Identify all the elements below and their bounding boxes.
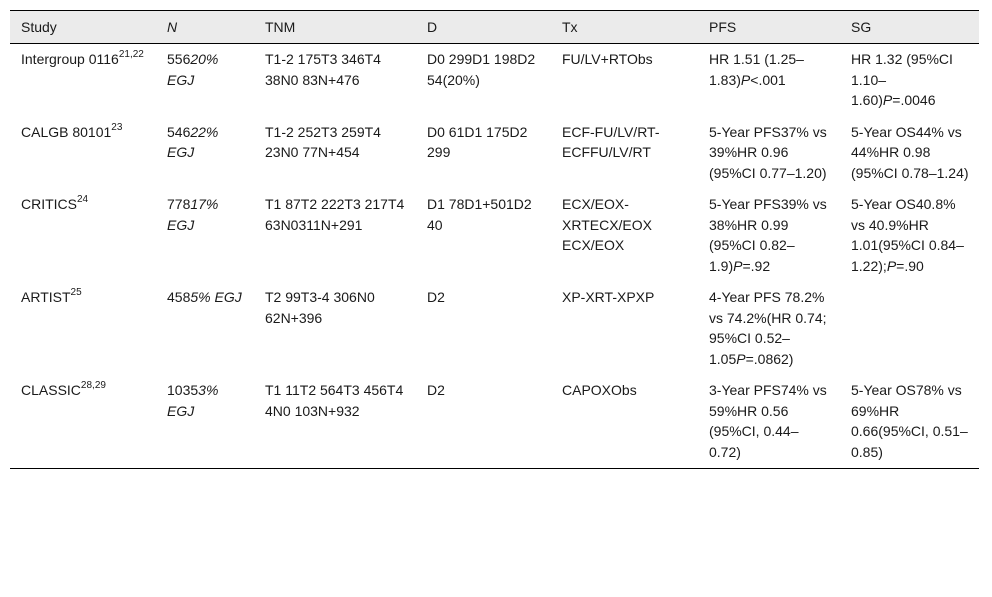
reference-superscript: 21,22 bbox=[118, 49, 144, 61]
reference-superscript: 24 bbox=[77, 194, 89, 206]
header-sg: SG bbox=[840, 11, 979, 44]
header-row bbox=[10, 11, 979, 44]
header-study: Study bbox=[10, 11, 156, 44]
egj-percent: 3% EGJ bbox=[167, 382, 219, 419]
sg-text: 5-Year OS40.8% vs 40.9%HR 1.01(95%CI 0.84–1.22); bbox=[851, 196, 964, 274]
p-label: P bbox=[740, 71, 751, 88]
table-row bbox=[10, 282, 979, 375]
cell-n bbox=[156, 44, 254, 117]
cell-tx: XP-XRT-XPXP bbox=[562, 289, 655, 305]
cell-study bbox=[10, 375, 156, 469]
sg-text: HR 1.32 (95%CI 1.10–1.60) bbox=[851, 51, 953, 108]
cell-tnm: T1-2 252T3 259T4 23N0 77N+454 bbox=[265, 123, 381, 160]
cell-tx: CAPOXObs bbox=[551, 375, 698, 469]
pfs-text: 3-Year PFS74% vs 59%HR 0.56 (95%CI, 0.44–0.72) bbox=[709, 382, 827, 460]
egj-percent: 22% EGJ bbox=[167, 123, 219, 160]
p-value: =.90 bbox=[896, 257, 924, 274]
cell-study bbox=[10, 117, 156, 190]
cell-d: D2 bbox=[416, 375, 551, 469]
reference-superscript: 23 bbox=[111, 121, 123, 133]
cell-sg bbox=[840, 282, 979, 375]
pfs-text: HR 1.51 (1.25–1.83) bbox=[709, 51, 804, 88]
cell-tnm: T2 99T3-4 306N0 62N+396 bbox=[265, 289, 375, 326]
cell-pfs bbox=[698, 117, 840, 190]
cell-sg bbox=[840, 189, 979, 282]
cell-d: D1 78D1+501D2 40 bbox=[427, 196, 532, 233]
table-row bbox=[10, 44, 979, 117]
n-value: 1035 bbox=[167, 382, 199, 398]
cell-tnm: T1 87T2 222T3 217T4 63N0311N+291 bbox=[265, 196, 405, 233]
p-label: P bbox=[733, 257, 743, 274]
header-tnm: TNM bbox=[254, 11, 416, 44]
cell-tx: ECX/EOX-XRTECX/EOX ECX/EOX bbox=[562, 196, 652, 253]
reference-superscript: 25 bbox=[70, 287, 82, 299]
table-container bbox=[10, 10, 979, 469]
n-value: 778 bbox=[167, 196, 191, 212]
pfs-text: 5-Year PFS37% vs 39%HR 0.96 (95%CI 0.77–1.20) bbox=[709, 123, 827, 181]
cell-pfs bbox=[698, 375, 840, 469]
study-table bbox=[10, 10, 979, 469]
cell-tx: FU/LV+RTObs bbox=[562, 51, 653, 67]
cell-pfs bbox=[698, 282, 840, 375]
p-value: =.0862) bbox=[745, 350, 794, 367]
header-d: D bbox=[416, 11, 551, 44]
cell-tnm: T1-2 175T3 346T4 38N0 83N+476 bbox=[265, 51, 381, 88]
p-label: P bbox=[882, 92, 893, 108]
egj-percent: 20% EGJ bbox=[167, 51, 219, 88]
cell-sg bbox=[840, 117, 979, 190]
header-tx: Tx bbox=[551, 11, 698, 44]
cell-study bbox=[10, 44, 156, 117]
p-label: P bbox=[886, 257, 897, 274]
n-value: 458 bbox=[167, 289, 191, 305]
cell-d: D0 299D1 198D2 54(20%) bbox=[427, 51, 536, 88]
cell-n bbox=[156, 282, 254, 375]
p-value: =.0046 bbox=[892, 92, 936, 108]
egj-percent: 17% EGJ bbox=[167, 196, 219, 233]
study-name: CLASSIC bbox=[21, 382, 81, 398]
p-value: =.92 bbox=[742, 257, 771, 274]
cell-study bbox=[10, 189, 156, 282]
sg-text: 5-Year OS44% vs 44%HR 0.98 (95%CI 0.78–1.24) bbox=[851, 123, 969, 181]
n-value: 546 bbox=[167, 123, 191, 140]
cell-n bbox=[156, 189, 254, 282]
reference-superscript: 28,29 bbox=[80, 380, 106, 392]
header-pfs: PFS bbox=[698, 11, 840, 44]
cell-sg bbox=[840, 375, 979, 469]
table-row bbox=[10, 375, 979, 469]
egj-percent: 5% EGJ bbox=[190, 289, 242, 305]
table-row bbox=[10, 117, 979, 190]
sg-text: 5-Year OS78% vs 69%HR 0.66(95%CI, 0.51–0.85) bbox=[851, 382, 968, 460]
cell-d: D2 bbox=[427, 289, 445, 305]
pfs-text: 5-Year PFS39% vs 38%HR 0.99 (95%CI 0.82–1.9) bbox=[709, 196, 827, 274]
cell-n bbox=[156, 117, 254, 190]
cell-sg bbox=[840, 44, 979, 117]
n-value: 556 bbox=[167, 51, 191, 67]
cell-tx: ECF-FU/LV/RT-ECFFU/LV/RT bbox=[562, 123, 660, 160]
cell-study bbox=[10, 282, 156, 375]
cell-pfs bbox=[698, 189, 840, 282]
study-name: ARTIST bbox=[21, 289, 71, 305]
header-n: N bbox=[156, 11, 254, 44]
p-value: <.001 bbox=[750, 71, 786, 88]
pfs-text: 4-Year PFS 78.2% vs 74.2%(HR 0.74; 95%CI 0.52–1.05 bbox=[709, 289, 827, 367]
cell-n bbox=[156, 375, 254, 469]
study-name: CRITICS bbox=[21, 196, 77, 212]
table-row bbox=[10, 189, 979, 282]
study-name: CALGB 80101 bbox=[21, 123, 112, 140]
cell-tnm: T1 11T2 564T3 456T4 4N0 103N+932 bbox=[254, 375, 416, 469]
p-label: P bbox=[736, 350, 746, 367]
study-name: Intergroup 0116 bbox=[21, 51, 119, 67]
cell-d: D0 61D1 175D2 299 bbox=[427, 123, 528, 160]
cell-pfs bbox=[698, 44, 840, 117]
